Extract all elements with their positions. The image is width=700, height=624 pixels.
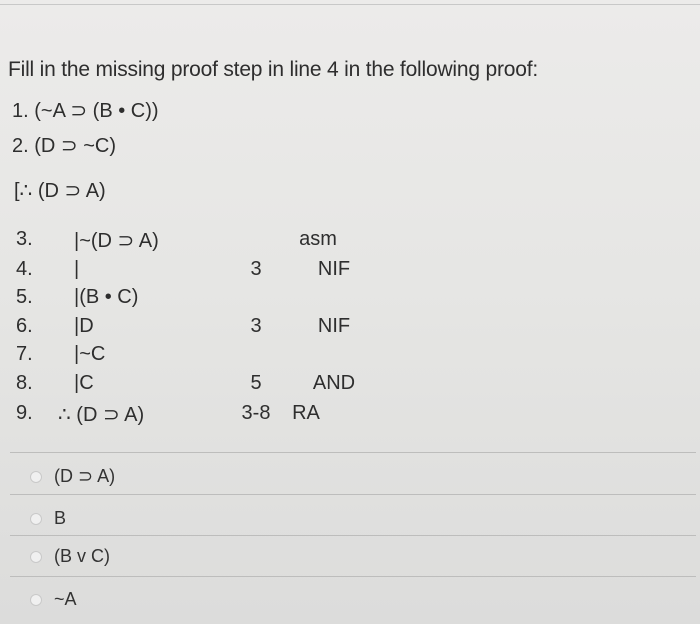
radio-button[interactable] [30, 594, 42, 606]
premise-2: 2. (D ⊃ ~C) [12, 135, 116, 157]
line-number: 4. [16, 258, 33, 280]
line-formula: |D [74, 315, 94, 337]
line-number: 7. [16, 343, 33, 365]
radio-button[interactable] [30, 551, 42, 563]
proof-line-8 [0, 372, 700, 400]
radio-button[interactable] [30, 513, 42, 525]
proof-line-4 [0, 258, 700, 286]
top-divider [0, 4, 700, 5]
conclusion: [∴ (D ⊃ A) [14, 180, 106, 202]
line-formula: |~(D ⊃ A) [74, 230, 159, 252]
line-number: 8. [16, 372, 33, 394]
line-rule: RA [292, 402, 320, 424]
line-rule: NIF [317, 258, 351, 280]
line-citation: 3-8 [241, 402, 271, 424]
premise-1: 1. (~A ⊃ (B • C)) [12, 100, 159, 122]
line-citation: 3 [250, 258, 262, 280]
option-divider [10, 494, 696, 495]
option-label: B [54, 508, 67, 528]
line-rule: AND [312, 372, 356, 394]
line-rule: asm [299, 228, 337, 250]
line-number: 9. [16, 402, 33, 424]
radio-button[interactable] [30, 471, 42, 483]
line-number: 6. [16, 315, 33, 337]
proof-line-3 [0, 228, 700, 256]
line-formula: | [74, 258, 80, 280]
line-formula: |C [74, 372, 94, 394]
option-divider [10, 452, 696, 453]
option-divider [10, 576, 696, 577]
option-label: ~A [54, 589, 77, 609]
line-number: 3. [16, 228, 33, 250]
proof-line-9 [0, 402, 700, 430]
option-label: (D ⊃ A) [54, 466, 116, 486]
line-citation: 5 [250, 372, 262, 394]
question-text: Fill in the missing proof step in line 4 in the following proof: [8, 58, 538, 81]
option-divider [10, 535, 696, 536]
line-citation: 3 [250, 315, 262, 337]
line-formula: |~C [74, 343, 106, 365]
line-formula: ∴ (D ⊃ A) [58, 404, 145, 426]
proof-line-7 [0, 343, 700, 371]
line-rule: NIF [317, 315, 351, 337]
line-number: 5. [16, 286, 33, 308]
option-label: (B v C) [54, 546, 110, 566]
line-formula: |(B • C) [74, 286, 139, 308]
proof-line-5 [0, 286, 700, 314]
proof-line-6 [0, 315, 700, 343]
